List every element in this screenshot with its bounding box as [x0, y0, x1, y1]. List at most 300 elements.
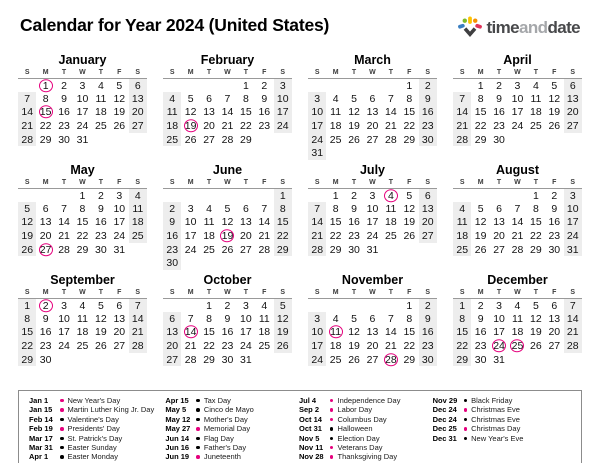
day-cell	[419, 353, 437, 367]
day-cell	[527, 229, 545, 243]
day-cell	[92, 299, 110, 313]
day-number: 29	[203, 353, 215, 366]
day-number: 18	[258, 326, 271, 339]
day-cell	[129, 353, 147, 367]
day-number: 30	[39, 353, 52, 366]
day-number: 15	[474, 106, 487, 119]
day-number: 31	[566, 243, 579, 256]
month-grid	[453, 179, 582, 256]
day-number: 28	[258, 243, 271, 256]
day-cell	[73, 189, 91, 203]
day-number: 31	[76, 133, 89, 146]
legend-holiday-name: Martin Luther King Jr. Day	[67, 405, 155, 415]
day-cell	[181, 92, 199, 106]
day-cell	[382, 243, 400, 257]
legend-date: Sep 2	[298, 405, 319, 415]
day-cell	[400, 326, 418, 340]
day-number: 18	[95, 106, 107, 119]
day-number: 18	[166, 120, 179, 133]
day-cell	[527, 106, 545, 120]
logo-word-time: time	[486, 17, 519, 37]
legend-date: May 12	[165, 414, 191, 424]
day-cell	[382, 229, 400, 243]
day-cell	[237, 106, 255, 120]
day-cell	[545, 106, 563, 120]
weekday-header: S	[419, 69, 437, 79]
day-cell	[419, 339, 437, 353]
day-number: 18	[131, 216, 144, 229]
timeanddate-burst-icon	[457, 16, 483, 39]
day-cell	[181, 79, 199, 93]
day-cell	[471, 299, 489, 313]
legend-item	[29, 415, 165, 424]
day-number: 13	[366, 326, 379, 339]
day-cell	[255, 299, 273, 313]
day-number: 23	[39, 340, 52, 353]
day-cell	[255, 339, 273, 353]
day-cell	[527, 326, 545, 340]
day-number: 6	[369, 312, 376, 325]
weekday-header: F	[545, 179, 563, 189]
day-cell	[237, 79, 255, 93]
day-number: 30	[221, 353, 234, 366]
day-cell	[73, 79, 91, 93]
timeanddate-logo[interactable]	[457, 16, 580, 39]
day-number: 6	[116, 299, 123, 312]
legend-holiday-name: Valentine's Day	[67, 414, 119, 424]
day-cell	[163, 92, 181, 106]
day-number: 5	[24, 202, 31, 215]
day-cell	[18, 339, 36, 353]
day-cell	[129, 299, 147, 313]
day-cell	[55, 133, 73, 147]
day-cell	[326, 79, 344, 93]
day-number: 23	[166, 243, 179, 256]
day-cell	[400, 106, 418, 120]
day-number: 27	[493, 243, 505, 256]
day-number: 11	[203, 216, 215, 229]
day-number: 22	[329, 230, 342, 243]
day-number: 3	[569, 189, 576, 202]
day-number: 26	[221, 243, 234, 256]
day-cell	[129, 312, 147, 326]
day-cell	[345, 229, 363, 243]
day-cell	[274, 202, 292, 216]
day-number: 11	[456, 216, 468, 229]
day-cell	[200, 299, 218, 313]
day-number: 25	[530, 120, 542, 133]
day-number: 1	[532, 189, 539, 202]
day-number: 5	[406, 189, 413, 202]
day-cell	[92, 312, 110, 326]
day-number: 25	[166, 133, 179, 146]
day-cell	[471, 189, 489, 203]
day-cell	[181, 202, 199, 216]
day-cell	[308, 299, 326, 313]
day-number: 27	[548, 340, 561, 353]
day-number: 28	[311, 243, 324, 256]
weekday-header: T	[55, 69, 73, 79]
day-number: 2	[477, 299, 484, 312]
day-cell	[363, 133, 381, 147]
weekday-header: S	[419, 179, 437, 189]
day-cell	[363, 189, 381, 203]
day-number: 20	[548, 326, 561, 339]
weekday-header: T	[382, 289, 400, 299]
day-cell	[218, 299, 236, 313]
day-cell	[200, 256, 218, 270]
logo-check-mark	[465, 29, 475, 35]
day-cell	[527, 133, 545, 147]
day-cell	[181, 299, 199, 313]
day-number: 30	[166, 257, 179, 270]
day-cell	[471, 133, 489, 147]
day-cell	[200, 106, 218, 120]
legend-date: Jan 15	[29, 405, 53, 415]
weekday-header: T	[237, 69, 255, 79]
weekday-header: T	[382, 69, 400, 79]
day-number: 2	[351, 189, 357, 202]
day-cell	[200, 189, 218, 203]
day-number: 20	[131, 106, 144, 119]
day-cell	[490, 216, 508, 230]
day-cell	[363, 326, 381, 340]
day-cell	[73, 92, 91, 106]
day-number: 20	[240, 230, 252, 243]
day-cell	[274, 229, 292, 243]
weekday-header: S	[18, 179, 36, 189]
month-title: March	[354, 53, 391, 67]
day-number: 21	[456, 120, 469, 133]
day-number: 16	[95, 216, 107, 229]
legend-date: Apr 15	[165, 396, 189, 405]
legend-date: Jan 1	[29, 396, 49, 405]
day-cell	[326, 339, 344, 353]
day-cell	[163, 79, 181, 93]
day-cell	[200, 229, 218, 243]
day-number: 17	[366, 216, 379, 229]
day-cell	[274, 243, 292, 257]
day-cell	[18, 79, 36, 93]
day-number: 11	[166, 106, 178, 119]
day-cell	[255, 256, 273, 270]
day-number: 19	[21, 230, 34, 243]
day-cell	[545, 326, 563, 340]
month-title: February	[200, 53, 255, 67]
day-number: 29	[76, 243, 89, 256]
day-cell	[527, 92, 545, 106]
day-cell	[73, 133, 91, 147]
day-number: 10	[58, 312, 70, 325]
legend-date: Jun 16	[165, 443, 190, 453]
day-number: 23	[493, 120, 505, 133]
holiday-dot-pink	[60, 427, 64, 431]
day-cell	[564, 106, 582, 120]
day-number: 17	[311, 340, 324, 353]
day-cell	[200, 133, 218, 147]
day-cell	[345, 133, 363, 147]
legend-item	[165, 424, 299, 433]
day-cell	[55, 106, 73, 120]
day-cell	[382, 189, 400, 203]
day-number: 1	[79, 189, 86, 202]
legend-item	[29, 396, 165, 405]
day-cell	[237, 119, 255, 133]
weekday-header: W	[363, 289, 381, 299]
day-number: 3	[514, 79, 521, 92]
day-number: 12	[221, 216, 234, 229]
day-number: 20	[39, 230, 52, 243]
day-number: 20	[366, 340, 379, 353]
day-cell	[527, 202, 545, 216]
day-number: 3	[314, 92, 321, 105]
day-number: 13	[366, 106, 379, 119]
day-number: 29	[240, 133, 252, 146]
day-number: 27	[366, 133, 379, 146]
holiday-dot-black	[464, 437, 468, 441]
legend-date: Dec 25	[432, 424, 457, 434]
month-title: September	[50, 273, 115, 287]
day-number: 4	[206, 202, 212, 215]
day-number: 6	[42, 202, 49, 215]
day-cell	[508, 133, 526, 147]
day-cell	[419, 202, 437, 216]
legend-date: Nov 29	[432, 396, 458, 405]
legend-item	[299, 434, 433, 443]
legend-date: Nov 28	[298, 452, 324, 462]
day-cell	[92, 92, 110, 106]
day-cell	[326, 229, 344, 243]
day-cell	[382, 133, 400, 147]
day-cell	[326, 119, 344, 133]
day-number: 28	[221, 133, 234, 146]
day-number: 9	[424, 92, 431, 105]
day-cell	[564, 79, 582, 93]
legend-date: Dec 24	[432, 414, 457, 424]
day-cell	[55, 299, 73, 313]
weekday-header: S	[419, 289, 437, 299]
day-number: 2	[551, 189, 558, 202]
weekday-header: M	[471, 289, 489, 299]
day-cell	[181, 133, 199, 147]
day-cell	[545, 202, 563, 216]
weekday-header: T	[345, 289, 363, 299]
day-cell	[363, 353, 381, 367]
weekday-header: W	[508, 289, 526, 299]
day-number: 4	[169, 92, 176, 105]
day-cell	[55, 216, 73, 230]
holiday-dot-pink	[464, 408, 468, 412]
legend-holiday-name: Juneteenth	[203, 452, 241, 462]
day-cell	[237, 312, 255, 326]
day-number: 26	[348, 353, 360, 366]
day-cell	[564, 229, 582, 243]
day-cell	[200, 79, 218, 93]
day-number: 17	[566, 216, 579, 229]
day-number: 30	[95, 243, 107, 256]
day-cell	[163, 353, 181, 367]
day-cell	[508, 339, 526, 353]
day-number: 9	[61, 92, 67, 105]
day-cell	[200, 119, 218, 133]
day-cell	[471, 106, 489, 120]
day-number: 6	[206, 92, 212, 105]
day-cell	[163, 106, 181, 120]
day-cell	[110, 119, 128, 133]
day-cell	[36, 229, 54, 243]
month-august	[453, 163, 582, 273]
legend-item	[165, 443, 299, 452]
day-number: 6	[169, 312, 176, 325]
day-number: 5	[532, 299, 539, 312]
day-cell	[200, 243, 218, 257]
logo-dash-yellow	[469, 17, 473, 24]
day-number: 25	[203, 243, 215, 256]
day-cell	[508, 119, 526, 133]
day-number: 7	[459, 92, 466, 105]
day-number: 26	[474, 243, 487, 256]
day-cell	[564, 216, 582, 230]
day-cell	[181, 189, 199, 203]
months-grid	[0, 39, 600, 383]
legend-holiday-name: Halloween	[337, 424, 373, 434]
day-cell	[326, 106, 344, 120]
day-number: 21	[258, 230, 271, 243]
day-number: 2	[261, 79, 268, 92]
day-number: 22	[39, 120, 52, 133]
day-number: 21	[311, 230, 324, 243]
day-number: 28	[131, 340, 144, 353]
day-number: 30	[548, 243, 561, 256]
day-cell	[255, 216, 273, 230]
day-cell	[255, 312, 273, 326]
day-number: 7	[569, 299, 576, 312]
weekday-header: T	[527, 289, 545, 299]
weekday-header: T	[382, 179, 400, 189]
weekday-header: S	[274, 179, 292, 189]
month-title: October	[203, 273, 252, 287]
day-number: 26	[530, 340, 542, 353]
day-cell	[419, 79, 437, 93]
legend-date: Feb 14	[29, 414, 53, 424]
day-cell	[218, 92, 236, 106]
legend-date: Nov 11	[298, 443, 324, 453]
legend-item	[299, 424, 433, 433]
day-cell	[400, 146, 418, 160]
day-cell	[363, 299, 381, 313]
day-number: 14	[21, 106, 34, 119]
month-march	[308, 53, 437, 163]
day-cell	[200, 92, 218, 106]
month-july	[308, 163, 437, 273]
logo-dot-orange	[473, 19, 477, 23]
day-number: 1	[459, 299, 466, 312]
day-cell	[345, 312, 363, 326]
weekday-header: S	[564, 179, 582, 189]
day-number: 9	[169, 216, 176, 229]
weekday-header: S	[308, 289, 326, 299]
day-number: 22	[474, 120, 487, 133]
day-cell	[73, 119, 91, 133]
weekday-header: S	[564, 289, 582, 299]
day-number: 29	[403, 133, 416, 146]
weekday-header: T	[200, 69, 218, 79]
day-cell	[471, 312, 489, 326]
day-number: 4	[332, 92, 339, 105]
legend-item	[29, 434, 165, 443]
day-number: 2	[424, 79, 431, 92]
day-number: 16	[493, 106, 505, 119]
day-number: 18	[456, 230, 469, 243]
legend-date: Dec 31	[432, 433, 457, 443]
day-cell	[527, 299, 545, 313]
day-number: 22	[76, 230, 89, 243]
holiday-dot-black	[464, 399, 468, 403]
day-cell	[110, 353, 128, 367]
day-cell	[200, 326, 218, 340]
day-cell	[237, 299, 255, 313]
day-cell	[453, 312, 471, 326]
day-cell	[110, 189, 128, 203]
day-cell	[308, 146, 326, 160]
legend-holiday-name: Tax Day	[203, 396, 231, 405]
day-number: 28	[456, 133, 469, 146]
day-number: 8	[477, 92, 484, 105]
day-number: 17	[276, 106, 289, 119]
day-cell	[255, 133, 273, 147]
legend-holiday-name: Presidents' Day	[67, 424, 120, 434]
day-cell	[55, 229, 73, 243]
weekday-header: M	[181, 69, 199, 79]
holiday-dot-pink	[60, 399, 64, 403]
day-cell	[218, 229, 236, 243]
day-number: 17	[184, 230, 197, 243]
day-cell	[129, 339, 147, 353]
day-number: 27	[113, 340, 126, 353]
day-cell	[564, 133, 582, 147]
day-cell	[345, 119, 363, 133]
day-number: 7	[314, 202, 321, 215]
day-number: 22	[456, 340, 469, 353]
weekday-header: M	[326, 289, 344, 299]
holiday-dot-black	[330, 427, 334, 431]
day-number: 11	[132, 202, 144, 215]
day-number: 3	[496, 299, 502, 312]
weekday-header: S	[18, 69, 36, 79]
day-number: 21	[184, 340, 197, 353]
month-grid	[18, 69, 147, 146]
day-number: 30	[58, 133, 70, 146]
day-cell	[564, 92, 582, 106]
day-number: 8	[242, 92, 249, 105]
day-number: 24	[511, 120, 524, 133]
month-grid	[308, 69, 437, 160]
legend-item	[29, 405, 165, 414]
day-cell	[274, 106, 292, 120]
day-cell	[545, 79, 563, 93]
day-number: 24	[76, 120, 89, 133]
day-cell	[218, 256, 236, 270]
day-number: 1	[242, 79, 249, 92]
day-cell	[92, 216, 110, 230]
weekday-header: F	[400, 69, 418, 79]
day-number: 1	[24, 299, 31, 312]
day-cell	[345, 146, 363, 160]
day-cell	[564, 243, 582, 257]
day-cell	[564, 189, 582, 203]
day-cell	[181, 353, 199, 367]
day-number: 22	[403, 340, 416, 353]
